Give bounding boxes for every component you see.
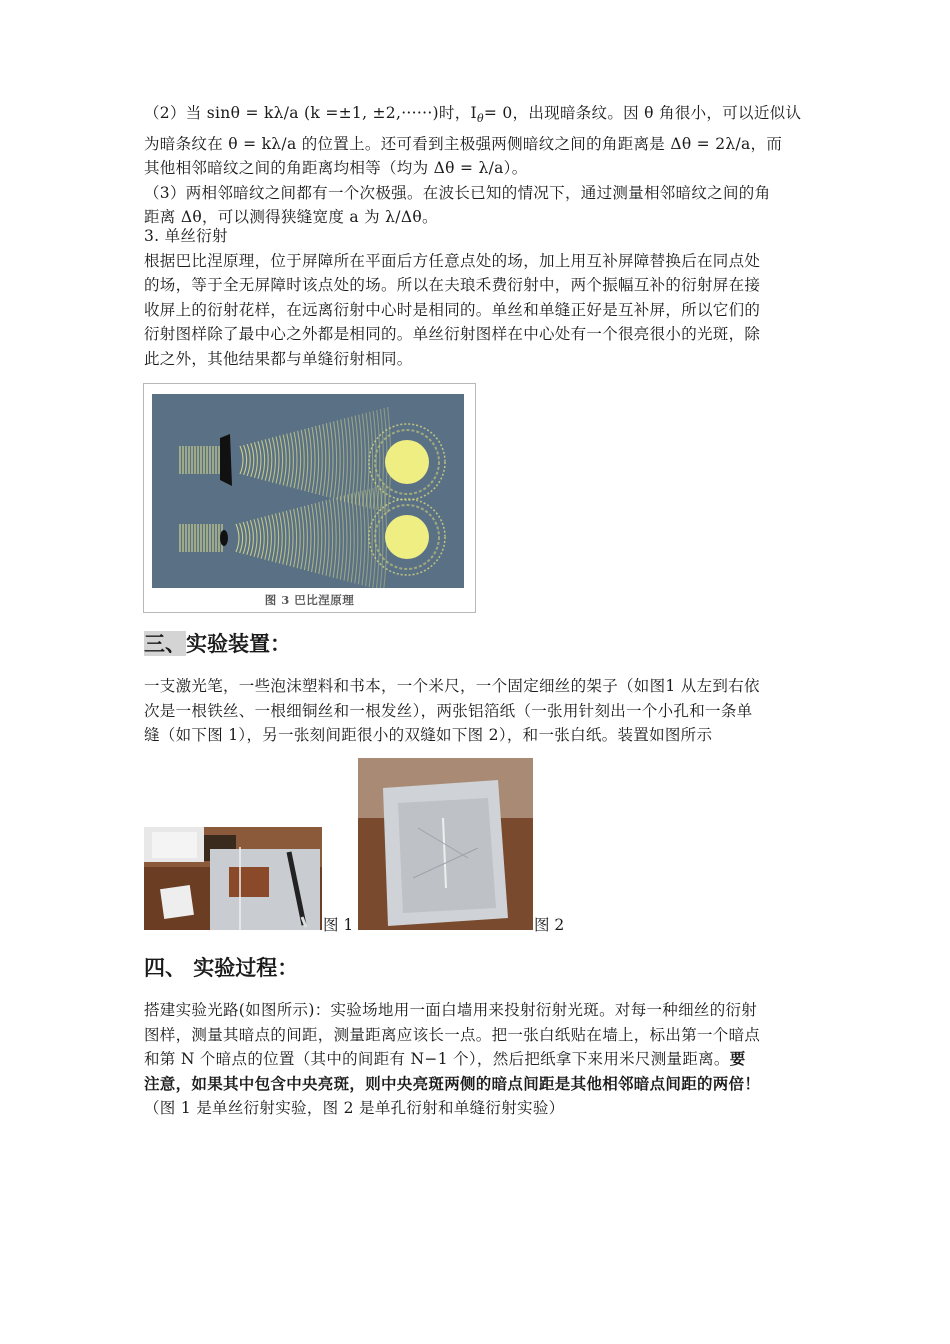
section-4-line-3-bold: 要 xyxy=(729,1049,746,1069)
prev-line-5: 距离 Δθ，可以测得狭缝宽度 a 为 λ/Δθ。 xyxy=(144,208,438,227)
section-3-line-3: 缝（如下图 1），另一张刻间距很小的双缝如下图 2），和一张白纸。装置如图所示 xyxy=(144,726,713,745)
figure-1-photo xyxy=(144,827,322,930)
section-4-line-2: 图样，测量其暗点的间距，测量距离应该长一点。把一张白纸贴在墙上，标出第一个暗点 xyxy=(144,1025,761,1044)
section-4-line-1: 搭建实验光路(如图所示)：实验场地用一面白墙用来投射衍射光斑。对每一种细丝的衍射 xyxy=(144,1001,758,1019)
intensity-subscript: θ xyxy=(476,112,484,126)
prev-line-2: 为暗条纹在 θ = kλ/a 的位置上。还可看到主极强两侧暗纹之间的角距离是 Δθ = 2λ/a，而 xyxy=(144,134,783,153)
prev-line-1-main: （2）当 sinθ = kλ/a (k =±1, ±2,······)时，I xyxy=(144,104,477,122)
prev-line-4: （3）两相邻暗纹之间都有一个次极强。在波长已知的情况下，通过测量相邻暗纹之间的角 xyxy=(144,183,771,202)
single-wire-title: 3. 单丝衍射 xyxy=(144,227,228,245)
prev-line-1 xyxy=(144,101,808,132)
section-3-line-2: 次是一根铁丝、一根细铜丝和一根发丝），两张铝箔纸（一张用针刻出一个小孔和一条单 xyxy=(144,701,753,720)
babinet-diagram xyxy=(152,394,464,588)
top-bright-spot xyxy=(385,440,429,484)
section-4-text xyxy=(144,998,808,1121)
wire-obstacle-bottom xyxy=(220,530,228,546)
section-3-heading xyxy=(144,629,291,659)
bottom-bright-spot xyxy=(385,515,429,559)
section-3-number: 三、 xyxy=(144,631,186,656)
section-4-heading: 四、 实验过程： xyxy=(144,955,299,980)
single-wire-line-4: 衍射图样除了最中心之外都是相同的。单丝衍射图样在中心处有一个很亮很小的光斑，除 xyxy=(144,325,761,344)
diagram-background xyxy=(152,394,464,588)
figure-3-caption: 图 3 巴比涅原理 xyxy=(264,593,355,607)
prev-line-3: 其他相邻暗纹之间的角距离均相等（均为 Δθ = λ/a）。 xyxy=(144,159,528,178)
section-3-line-1: 一支激光笔，一些泡沫塑料和书本，一个米尺，一个固定细丝的架子（如图1 从左到右依 xyxy=(144,677,760,695)
section-4-warning: 注意，如果其中包含中央亮斑，则中央亮斑两侧的暗点间距是其他相邻暗点间距的两倍！ xyxy=(144,1073,761,1093)
figure-1-label: 图 1 xyxy=(323,916,354,934)
single-wire-line-1: 根据巴比涅原理，位于屏障所在平面后方任意点处的场，加上用互补屏障替换后在同点处 xyxy=(144,251,761,270)
slit-obstacle-top xyxy=(220,434,232,486)
single-wire-section xyxy=(144,224,808,372)
figure-2-label: 图 2 xyxy=(534,916,565,934)
section-4-line-3 xyxy=(144,1047,808,1072)
prev-line-1-suffix: = 0，出现暗条纹。因 θ 角很小，可以近似认 xyxy=(483,104,802,122)
single-wire-line-5: 此之外，其他结果都与单缝衍射相同。 xyxy=(144,349,413,368)
section-4-line-5: （图 1 是单丝衍射实验，图 2 是单孔衍射和单缝衍射实验） xyxy=(144,1099,565,1118)
prev-section-text xyxy=(144,101,808,230)
figure-3-babinet xyxy=(143,383,476,613)
single-wire-line-3: 收屏上的衍射花样，在远离衍射中心时是相同的。单丝和单缝正好是互补屏，所以它们的 xyxy=(144,300,761,319)
figure-2-photo xyxy=(358,758,533,930)
single-wire-line-2: 的场，等于全无屏障时该点处的场。所以在夫琅禾费衍射中，两个振幅互补的衍射屏在接 xyxy=(144,276,761,295)
section-4-line-3-text: 和第 N 个暗点的位置（其中的间距有 N−1 个），然后把纸拿下来用米尺测量距离。 xyxy=(144,1050,730,1069)
section-3-text xyxy=(144,674,808,748)
section-3-title: 实验装置： xyxy=(186,631,291,656)
